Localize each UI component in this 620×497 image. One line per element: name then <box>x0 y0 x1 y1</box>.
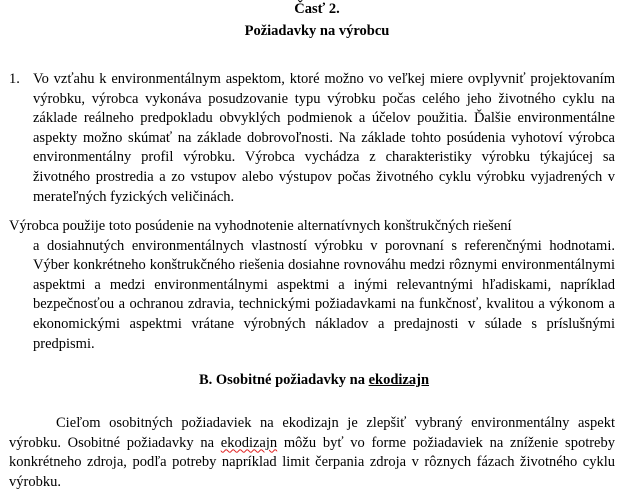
ecodesign-paragraph <box>9 414 615 492</box>
assessment-continuation: a dosiahnutých environmentálnych vlastností výrobku v porovnaní s referenčnými hodnotami. Výber konkrétneho konštrukčného riešenia dosiahne rovnováhu medzi rôznymi environmentálnymi aspektmi a medzi environmentálnymi aspektmi a inými relevantnými hľadiskami, napríklad bezpečnosťou a ochranou zdravia, technickými požiadavkami na funkčnosť, kvalitou a výkonom a ekonomickými aspektmi vrátane výrobných nákladov a predajnosti v súlade s príslušnými predpismi. <box>33 237 615 352</box>
list-item-paragraph: Vo vzťahu k environmentálnym aspektom, ktoré možno vo veľkej miere ovplyvniť projektovaním výrobku, výrobca vykonáva posudzovanie typu výrobku počas celého jeho životného cyklu na základe reálneho predpokladu obvyklých podmienok a účelov použitia. Ďalšie environmentálne aspekty možno skúmať na základe dobrovoľnosti. Na základe tohto posúdenia vyhotoví výrobca environmentálny profil výrobku. Výrobca vychádza z charakteristiky výrobku týkajúcej sa životného prostredia a zo vstupov alebo výstupov počas životného cyklu výrobku vyjadrených v merateľných fyzických veličinách. <box>33 71 615 205</box>
part-heading: Časť 2. <box>294 1 340 17</box>
assessment-paragraph <box>9 217 615 354</box>
section-b-heading <box>4 371 620 389</box>
ecodesign-text-part2: môžu byť vo forme požiadaviek na zníženie spotreby konkrétneho zdroja, podľa potreby napríklad limit čerpania zdroja v rôznych fázach životného cyklu výrobku. <box>9 434 615 490</box>
section-heading: Požiadavky na výrobcu <box>244 23 390 39</box>
section-b-heading-prefix: B. Osobitné požiadavky na <box>198 372 369 388</box>
list-item-number: 1. <box>9 71 20 87</box>
ecodesign-text-part1: Cieľom osobitných požiadaviek na ekodizajn je zlepšiť vybraný environmentálny aspekt výrobku. Osobitné požiadavky na <box>9 415 615 451</box>
section-b-heading-word: ekodizajn <box>368 372 430 388</box>
spellcheck-word: ekodizajn <box>220 434 278 451</box>
assessment-first-line: Výrobca použije toto posúdenie na vyhodnotenie alternatívnych konštrukčných riešení <box>9 218 512 234</box>
